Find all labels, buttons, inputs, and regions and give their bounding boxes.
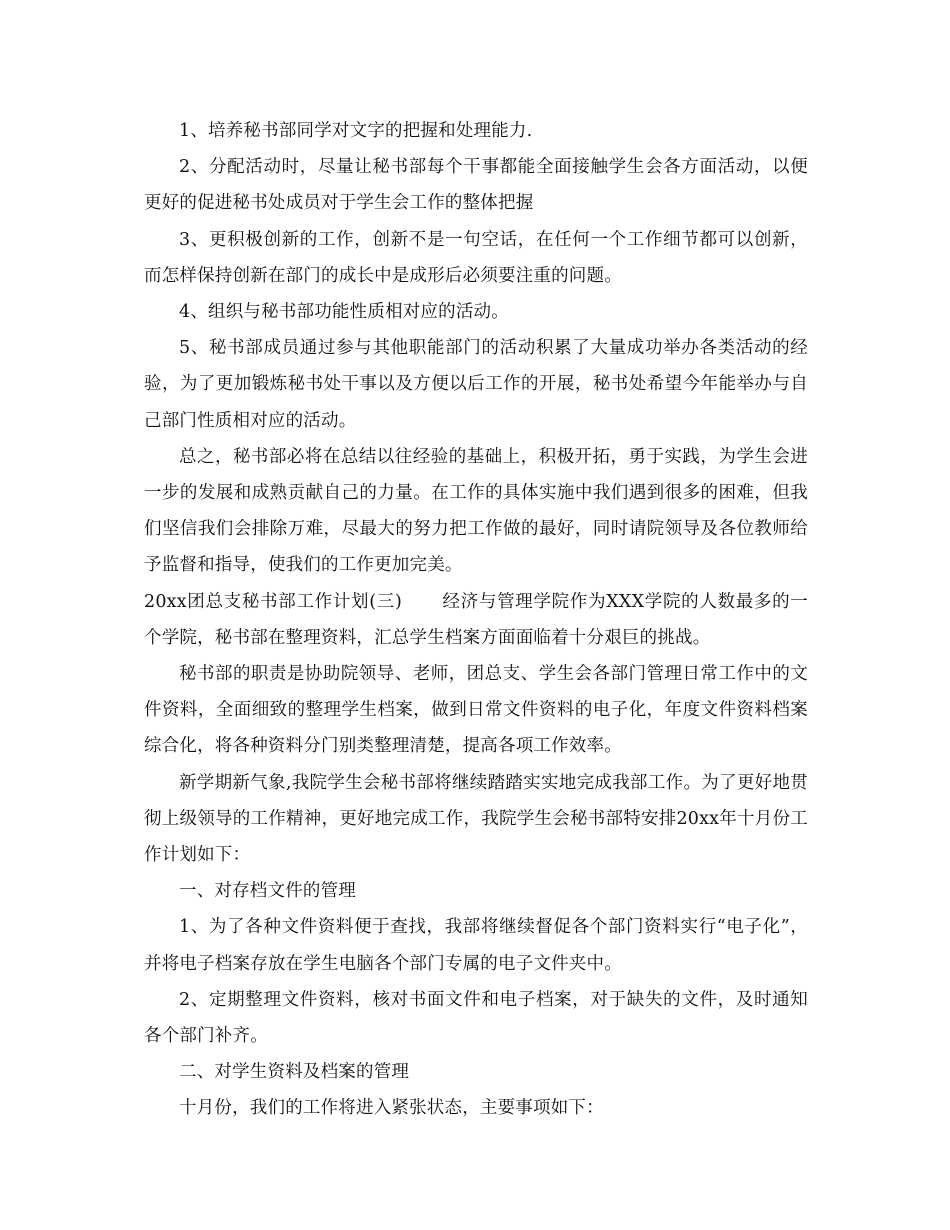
paragraph-item-3: 3、更积极创新的工作，创新不是一句空话，在任何一个工作细节都可以创新，而怎样保持创新在部门的成长中是成形后必须要注重的问题。	[144, 229, 808, 286]
subheading-archive-management: 一、对存档文件的管理	[179, 881, 356, 902]
paragraph-item-2: 2、分配活动时，尽量让秘书部每个干事都能全面接触学生会各方面活动，以便更好的促进秘书处成员对于学生会工作的整体把握	[144, 157, 808, 214]
section-title: 20xx团总支秘书部工作计划(三)	[144, 591, 403, 612]
paragraph-new-semester: 新学期新气象,我院学生会秘书部将继续踏踏实实地完成我部工作。为了更好地贯彻上级领导的工作精神，更好地完成工作，我院学生会秘书部特安排20xx年十月份工作计划如下：	[144, 772, 808, 866]
paragraph-october: 十月份，我们的工作将进入紧张状态，主要事项如下：	[179, 1098, 604, 1119]
section-heading-paragraph	[144, 584, 808, 656]
paragraph-item-4: 4、组织与秘书部功能性质相对应的活动。	[179, 302, 509, 323]
paragraph-archive-item-2: 2、定期整理文件资料，核对书面文件和电子档案，对于缺失的文件，及时通知各个部门补齐。	[144, 989, 808, 1047]
section-intro: 经济与管理学院作为XXX学院的人数最多的一个学院，秘书部在整理资料，汇总学生档案方面面临着十分艰巨的挑战。	[144, 591, 809, 648]
paragraph-summary: 总之，秘书部必将在总结以往经验的基础上，积极开拓，勇于实践，为学生会进一步的发展和成熟贡献自己的力量。在工作的具体实施中我们遇到很多的困难，但我们坚信我们会排除万难，尽最大的努力把工作做的最好，同时请院领导及各位教师给予监督和指导，使我们的工作更加完美。	[144, 446, 808, 576]
paragraph-duties: 秘书部的职责是协助院领导、老师，团总支、学生会各部门管理日常工作中的文件资料，全面细致的整理学生档案，做到日常文件资料的电子化，年度文件资料档案综合化，将各种资料分门别类整理清楚，提高各项工作效率。	[144, 664, 808, 757]
paragraph-archive-item-1: 1、为了各种文件资料便于查找，我部将继续督促各个部门资料实行“电子化”，并将电子档案存放在学生电脑各个部门专属的电子文件夹中。	[144, 917, 808, 974]
document-body	[144, 113, 808, 1127]
paragraph-item-5: 5、秘书部成员通过参与其他职能部门的活动积累了大量成功举办各类活动的经验，为了更加锻炼秘书处干事以及方便以后工作的开展，秘书处希望今年能举办与自己部门性质相对应的活动。	[144, 338, 808, 431]
subheading-student-records: 二、对学生资料及档案的管理	[179, 1062, 410, 1083]
paragraph-item-1: 1、培养秘书部同学对文字的把握和处理能力.	[179, 121, 533, 141]
